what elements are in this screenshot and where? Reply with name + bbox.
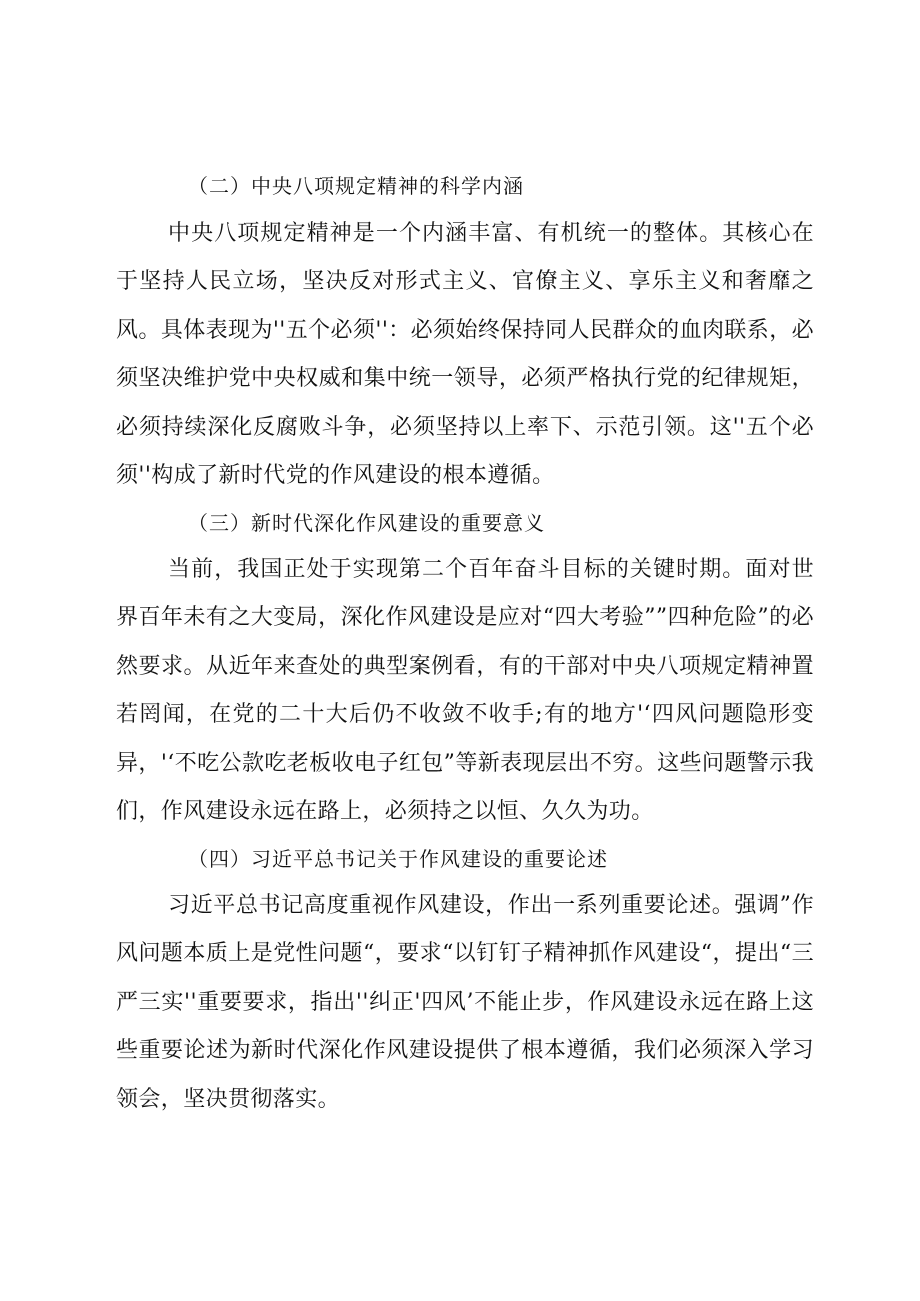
section-paragraph-4: 习近平总书记高度重视作风建设，作出一系列重要论述。强调”作风问题本质上是党性问题“，要求“以钉钉子精神抓作风建设“，提出“三严三实''重要要求，指出''纠正'四风’不能止步，作风建设永远在路上这些重要论述为新时代深化作风建设提供了根本遵循，我们必须深入学习领会，坚决贯彻落实。 <box>116 893 814 1112</box>
section-heading-4: （四）习近平总书记关于作风建设的重要论述 <box>188 847 608 871</box>
section-heading-3: （三）新时代深化作风建设的重要意义 <box>188 511 545 535</box>
section-paragraph-3: 当前，我国正处于实现第二个百年奋斗目标的关键时期。面对世界百年未有之大变局，深化作风建设是应对“四大考验””四种危险”的必然要求。从近年来查处的典型案例看，有的干部对中央八项规定精神置若罔闻，在党的二十大后仍不收敛不收手;有的地方'‘四风问题隐形变异，'‘不吃公款吃老板收电子红包”等新表现层出不穷。这些问题警示我们，作风建设永远在路上，必须持之以恒、久久为功。 <box>116 557 814 825</box>
section-heading-2: （二）中央八项规定精神的科学内涵 <box>188 174 524 198</box>
section-paragraph-2: 中央八项规定精神是一个内涵丰富、有机统一的整体。其核心在于坚持人民立场，坚决反对形式主义、官僚主义、享乐主义和奢靡之风。具体表现为''五个必须''：必须始终保持同人民群众的血肉联系，必须坚决维护党中央权威和集中统一领导，必须严格执行党的纪律规矩，必须持续深化反腐败斗争，必须坚持以上率下、示范引领。这''五个必须''构成了新时代党的作风建设的根本遵循。 <box>116 221 814 489</box>
